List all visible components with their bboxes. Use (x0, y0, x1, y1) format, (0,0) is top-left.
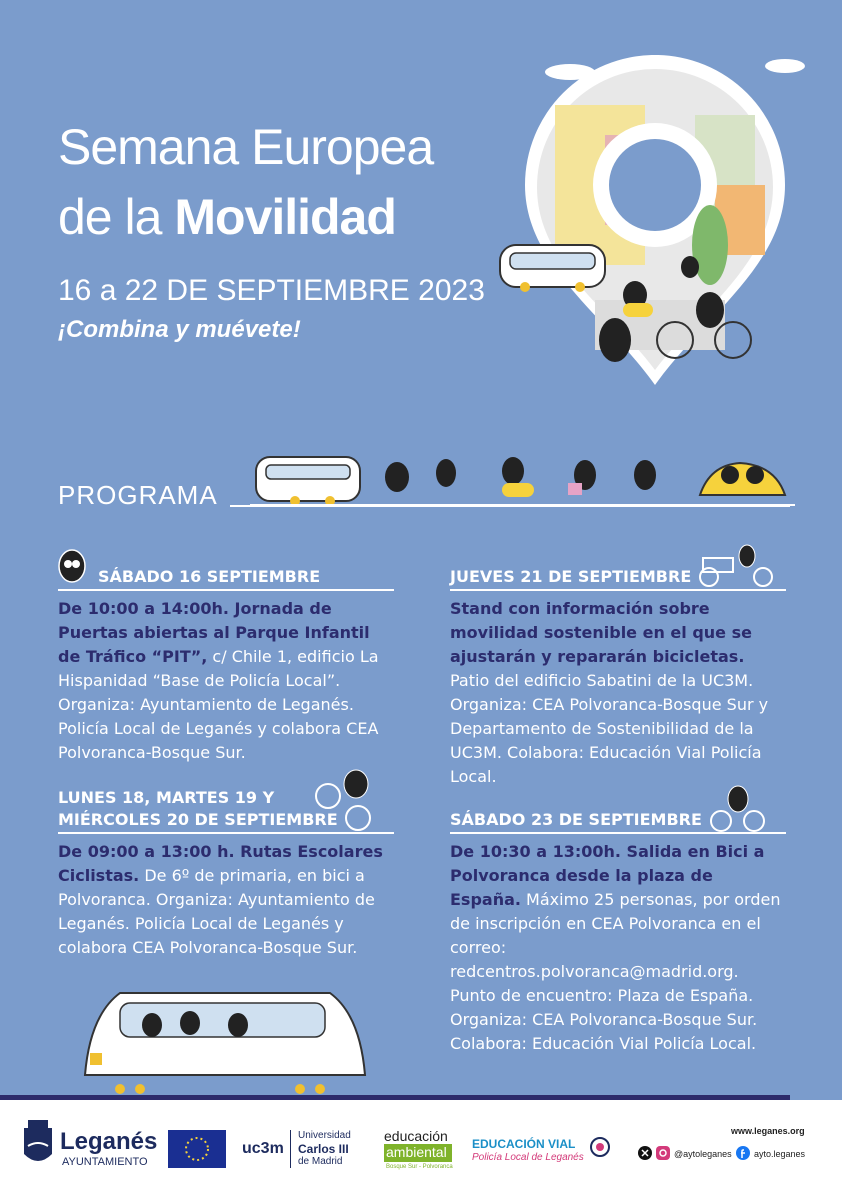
section-jue21-heading: JUEVES 21 DE SEPTIEMBRE (450, 566, 786, 591)
uc3m-logo-text: uc3m (242, 1140, 284, 1157)
section-lun18-heading-line2: MIÉRCOLES 20 DE SEPTIEMBRE (58, 810, 338, 829)
uc3m-divider (290, 1130, 291, 1168)
footer (0, 1100, 842, 1191)
event-dates: 16 a 22 DE SEPTIEMBRE 2023 (58, 274, 485, 307)
section-jue21-text: Patio del edificio Sabatini de la UC3M. Organiza: CEA Polvoranca-Bosque Sur y Departamento de Sostenibilidad de la UC3M. Colabora: Educación Vial Policía Local. (450, 671, 769, 786)
section-sab23-highlight: De 10:30 a 13:00h. Salida en Bici a Polvoranca desde la plaza de España. (450, 842, 765, 909)
section-lun18-heading-line1: LUNES 18, MARTES 19 Y (58, 788, 275, 807)
map-pin-illustration (495, 55, 815, 400)
title-line-1: Semana Europea (58, 119, 434, 175)
de-madrid-label: de Madrid (298, 1156, 343, 1167)
x-social-icon[interactable] (638, 1146, 652, 1160)
section-sabado-23 (450, 809, 786, 1056)
title-bold: Movilidad (174, 189, 396, 245)
eu-flag-icon (168, 1130, 226, 1168)
leganes-logo-text: Leganés (60, 1128, 158, 1155)
section-lun18-heading (58, 787, 394, 834)
programa-heading: PROGRAMA (58, 480, 218, 510)
slogan: ¡Combina y muévete! (58, 316, 301, 343)
educacion-vial-label: EDUCACIÓN VIAL (472, 1137, 576, 1151)
characters-row-illustration (250, 445, 795, 507)
section-jueves-21 (450, 566, 786, 789)
social-handle-2[interactable]: ayto.leganes (754, 1149, 806, 1159)
section-sab16-heading: SÁBADO 16 SEPTIEMBRE (58, 566, 394, 591)
leganes-shield-icon (22, 1118, 54, 1170)
section-lunes-18 (58, 787, 394, 960)
section-sabado-16 (58, 566, 394, 765)
policia-local-label: Policía Local de Leganés (472, 1152, 584, 1163)
bosque-sur-label: Bosque Sur - Polvoranca (386, 1164, 453, 1170)
section-jue21-highlight: Stand con información sobre movilidad sostenible en el que se ajustarán y repararán bicicletas. (450, 599, 752, 666)
carlos-iii-label: Carlos III (298, 1142, 349, 1156)
social-handle-1[interactable]: @aytoleganes (674, 1149, 732, 1159)
section-lun18-text: De 6º de primaria, en bici a Polvoranca. Organiza: Ayuntamiento de Leganés. Policía Local de Leganés y colabora CEA Polvoranca-Bosque Sur. (58, 866, 375, 957)
title-prefix: de la (58, 189, 175, 245)
facebook-icon[interactable] (736, 1146, 750, 1160)
tram-illustration (80, 985, 370, 1097)
section-lun18-highlight: De 09:00 a 13:00 h. Rutas Escolares Ciclistas. (58, 842, 383, 885)
instagram-icon[interactable] (656, 1146, 670, 1160)
ayuntamiento-label: AYUNTAMIENTO (62, 1156, 148, 1168)
policia-badge-icon (590, 1136, 610, 1158)
section-sab16-text: c/ Chile 1, edificio La Hispanidad “Base de Policía Local”. Organiza: Ayuntamiento de Leganés. Policía Local de Leganés y colabora CEA Polvoranca-Bosque Sur. (58, 647, 379, 762)
title-line-2 (58, 188, 396, 246)
section-sab23-heading: SÁBADO 23 DE SEPTIEMBRE (450, 809, 786, 834)
website-link[interactable]: www.leganes.org (731, 1126, 805, 1136)
section-sab16-highlight: De 10:00 a 14:00h. Jornada de Puertas abiertas al Parque Infantil de Tráfico “PIT”, (58, 599, 370, 666)
ambiental-label: ambiental (386, 1144, 447, 1160)
section-sab23-text: Máximo 25 personas, por orden de inscripción en CEA Polvoranca en el correo: redcentros.polvoranca@madrid.org. Punto de encuentro: Plaza de España. Organiza: CEA Polvoranca-Bosque Sur. Colabora: Educación Vial Policía Local. (450, 890, 781, 1053)
universidad-label: Universidad (298, 1130, 351, 1141)
educacion-label: educación (384, 1128, 448, 1144)
